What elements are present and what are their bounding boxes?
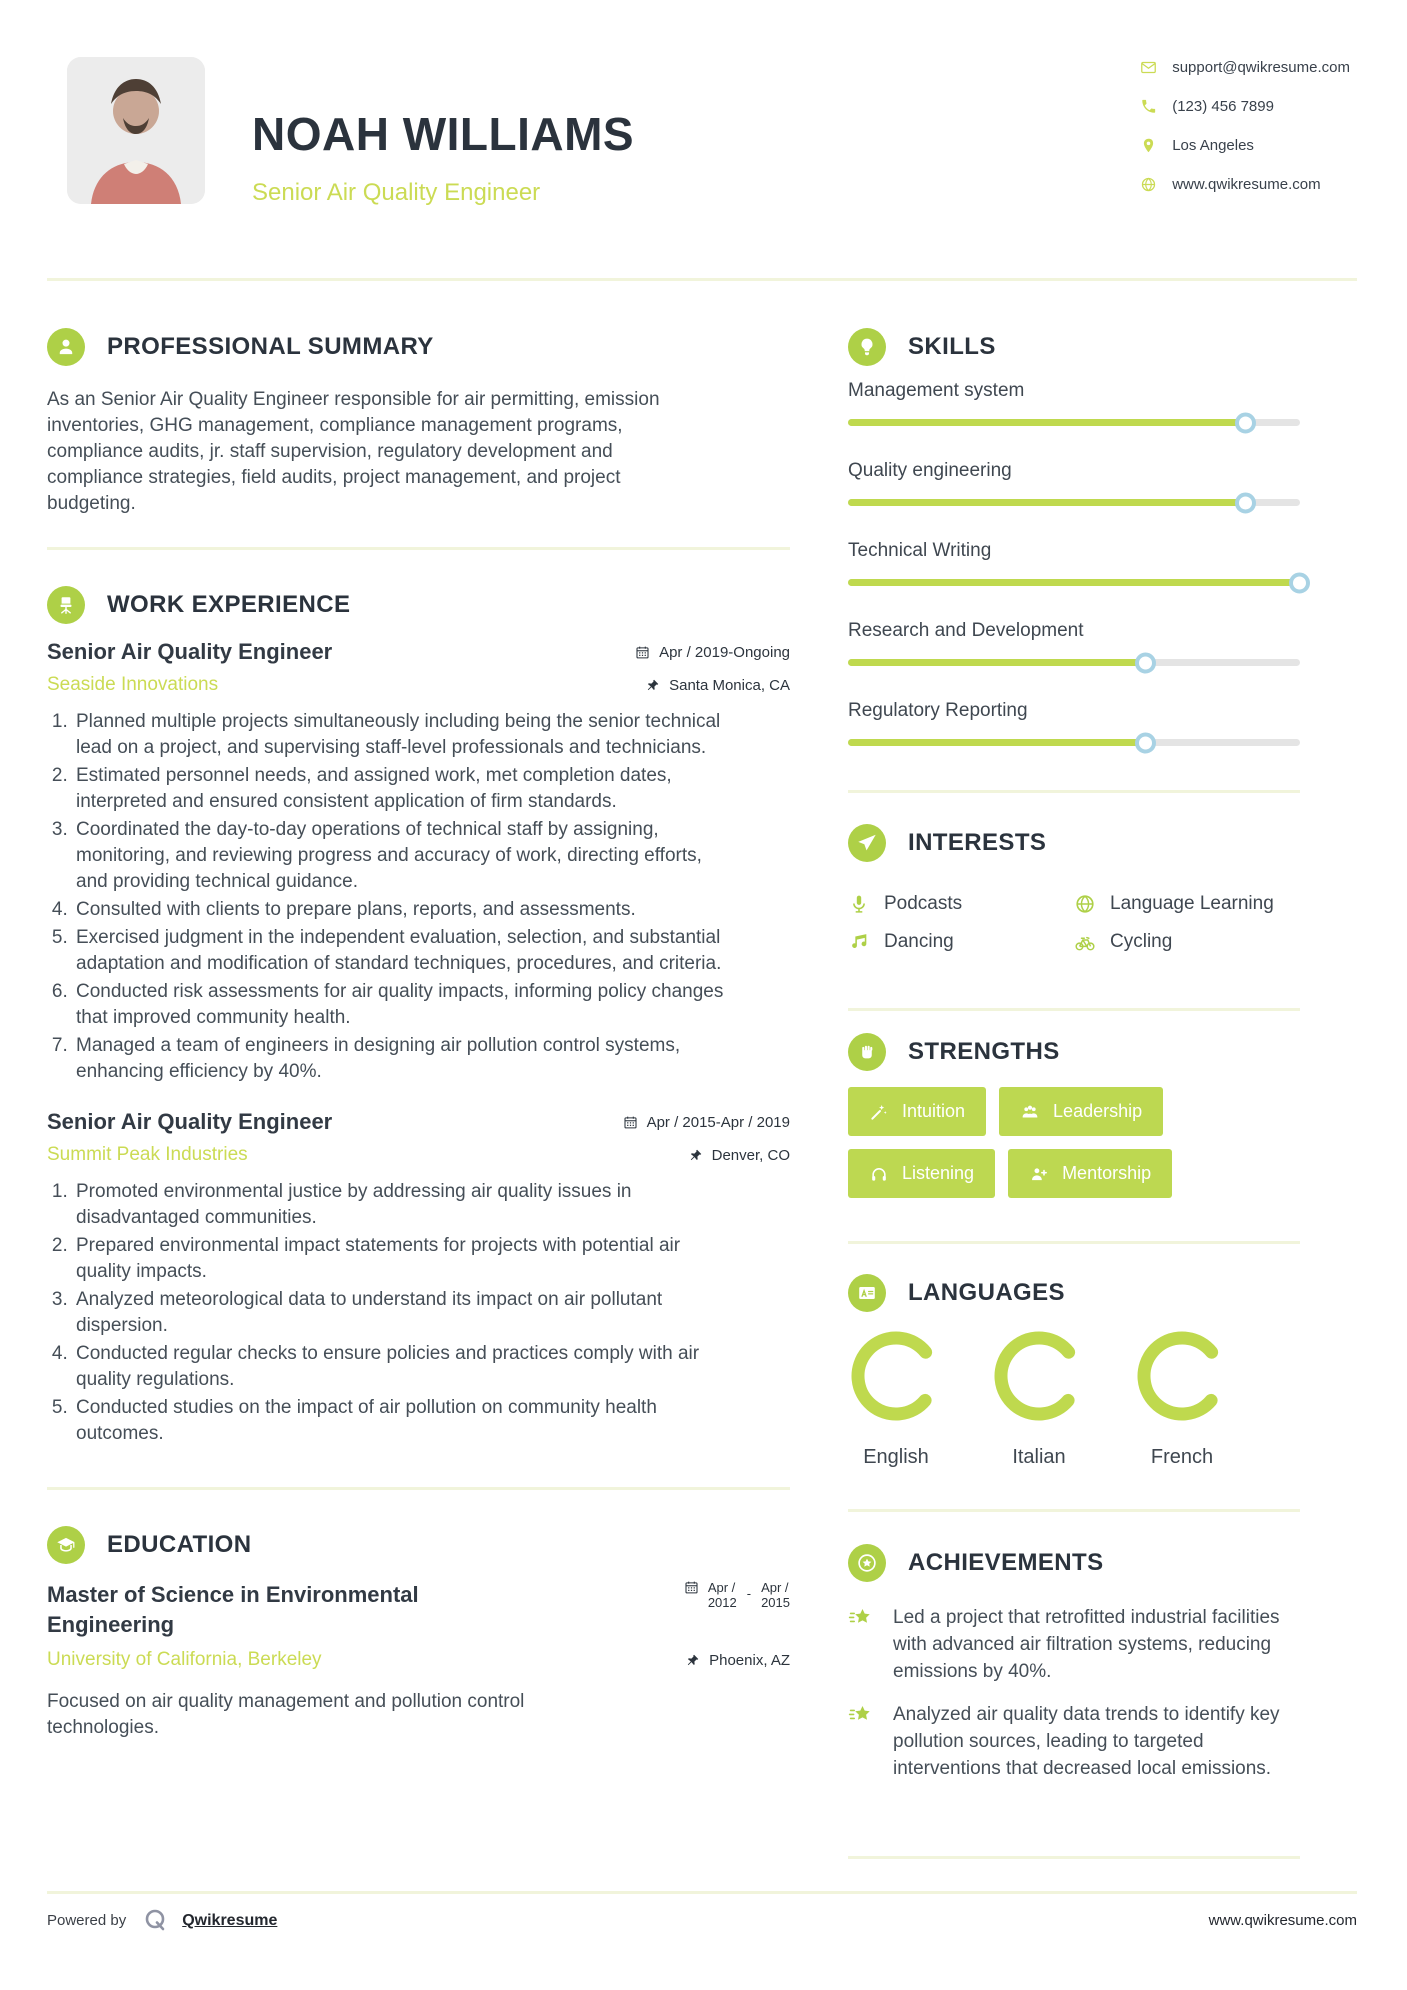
divider (848, 790, 1300, 793)
contact-row (1140, 59, 1350, 76)
section-title: ACHIEVEMENTS (908, 1549, 1104, 1576)
school-name: University of California, Berkeley (47, 1649, 322, 1670)
interest-item (848, 893, 1074, 915)
qwikresume-logo (142, 1907, 169, 1934)
mail-icon (1140, 59, 1157, 76)
contact-row (1140, 137, 1350, 154)
strength-label: Leadership (1053, 1101, 1143, 1121)
calendar-icon (623, 1115, 638, 1130)
contact-text: support@qwikresume.com (1172, 59, 1350, 76)
contact-list (1140, 59, 1350, 193)
job-title: Senior Air Quality Engineer (47, 1109, 333, 1134)
strengths-list (848, 1087, 1300, 1198)
candidate-name: NOAH WILLIAMS (252, 108, 635, 160)
interest-label: Dancing (884, 931, 954, 952)
job-bullet: 1. Promoted environmental justice by addressing air quality issues in disadvantaged communities. (73, 1179, 733, 1231)
divider (848, 1008, 1300, 1011)
location-icon (1140, 137, 1157, 154)
person-silhouette (67, 57, 205, 204)
job-bullet: 5. Exercised judgment in the independent evaluation, selection, and substantial adaptation and modification of standard techniques, procedures, and criteria. (73, 925, 733, 977)
education-location-text: Phoenix, AZ (709, 1651, 790, 1669)
education-location (685, 1652, 790, 1669)
divider (848, 1856, 1300, 1859)
job-bullet: 3. Coordinated the day-to-day operations of technical staff by assigning, monitoring, and reviewing progress and accuracy of work, directing efforts, and providing technical guidance. (73, 817, 733, 895)
language-item (848, 1328, 944, 1469)
job-location (688, 1147, 790, 1164)
job-dates (635, 644, 790, 661)
job-entry (47, 639, 790, 1085)
profile-photo (67, 57, 205, 204)
divider (47, 1487, 790, 1490)
strength-badge (999, 1087, 1163, 1136)
strength-label: Intuition (902, 1101, 966, 1121)
skill-item (848, 460, 1300, 506)
interests-section (848, 824, 1300, 953)
interest-item (1074, 893, 1300, 915)
section-title: INTERESTS (908, 829, 1047, 856)
job-head (47, 639, 790, 665)
skills-section (848, 328, 1300, 746)
skill-item (848, 700, 1300, 746)
date-end-year: 2015 (761, 1595, 790, 1610)
footer (47, 1891, 1357, 1934)
education-description: Focused on air quality management and pollution control technologies. (47, 1691, 525, 1738)
job-head (47, 1109, 790, 1135)
date-start (708, 1580, 737, 1610)
job-entry (47, 1109, 790, 1447)
strengths-section-head (848, 1033, 1300, 1071)
team-icon (1020, 1102, 1040, 1122)
globe-icon (1140, 176, 1157, 193)
skill-bar-track (848, 739, 1300, 746)
microphone-icon (848, 893, 870, 915)
skill-bar-track (848, 659, 1300, 666)
music-note-icon (848, 931, 870, 953)
identity-block (252, 45, 634, 207)
work-experience-section (47, 586, 790, 1447)
strength-badge (1008, 1149, 1172, 1198)
date-end (761, 1580, 790, 1610)
company-name: Seaside Innovations (47, 674, 219, 695)
skill-bar-track (848, 499, 1300, 506)
skill-slider-knob (1135, 652, 1156, 673)
education-section-head (47, 1526, 790, 1564)
contact-row (1140, 176, 1350, 193)
job-title: Senior Air Quality Engineer (47, 639, 333, 664)
right-column (848, 281, 1300, 1859)
date-separator: - (746, 1586, 752, 1601)
achievement-text: Analyzed air quality data trends to identify key pollution sources, leading to targeted interventions that decreased local emissions. (893, 1704, 1280, 1779)
language-label: Italian (1012, 1446, 1066, 1468)
skill-label: Technical Writing (848, 540, 992, 561)
achievement-item (848, 1701, 1300, 1782)
skill-bar-track (848, 419, 1300, 426)
mentor-icon (1029, 1164, 1049, 1184)
star-badge-icon (848, 1544, 886, 1582)
section-title: SKILLS (908, 333, 996, 360)
translate-icon (848, 1274, 886, 1312)
job-bullet: 2. Prepared environmental impact statements for projects with potential air quality impacts. (73, 1233, 733, 1285)
skill-label: Research and Development (848, 620, 1084, 641)
date-start-month: Apr / (707, 1580, 736, 1595)
section-title: LANGUAGES (908, 1279, 1065, 1306)
skill-slider-knob (1135, 732, 1156, 753)
divider (848, 1241, 1300, 1244)
bicycle-icon (1074, 931, 1096, 953)
bulb-icon (848, 328, 886, 366)
candidate-job-title: Senior Air Quality Engineer (252, 179, 541, 206)
skill-item (848, 620, 1300, 666)
skill-bar-track (848, 579, 1300, 586)
language-item (991, 1328, 1087, 1469)
left-column (47, 281, 790, 1741)
job-location (645, 677, 790, 694)
strength-badge (848, 1087, 986, 1136)
skill-bar-fill (848, 579, 1300, 586)
section-title: STRENGTHS (908, 1038, 1060, 1065)
achievements-list (848, 1604, 1300, 1782)
skill-bar-fill (848, 739, 1146, 746)
fist-icon (848, 1033, 886, 1071)
section-title: EDUCATION (107, 1531, 252, 1558)
language-item (1134, 1328, 1230, 1469)
skill-label: Quality engineering (848, 460, 1012, 481)
job-bullets (47, 709, 733, 1085)
achievements-section (848, 1544, 1300, 1782)
section-title: PROFESSIONAL SUMMARY (107, 333, 434, 360)
summary-text: As an Senior Air Quality Engineer responsible for air permitting, emission inventories, GHG management, compliance management programs, compliance audits, jr. staff supervision, regulatory development and compliance strategies, field audits, project management, and project budgeting. (47, 389, 660, 514)
job-bullet: 7. Managed a team of engineers in designing air pollution control systems, enhancing efficiency by 40%. (73, 1033, 733, 1085)
job-bullet: 4. Conducted regular checks to ensure policies and practices comply with air quality regulations. (73, 1341, 733, 1393)
job-location-text: Denver, CO (711, 1146, 790, 1164)
strength-label: Listening (902, 1163, 975, 1183)
powered-by-text: Powered by (47, 1912, 127, 1929)
contact-text: (123) 456 7899 (1172, 98, 1274, 115)
achievements-section-head (848, 1544, 1300, 1582)
education-head (47, 1580, 790, 1640)
summary-section (47, 328, 790, 517)
job-bullet: 4. Consulted with clients to prepare plans, reports, and assessments. (73, 897, 733, 923)
header (0, 0, 1407, 207)
job-bullet: 1. Planned multiple projects simultaneously including being the senior technical lead on a project, and supervising staff-level professionals and technicians. (73, 709, 733, 761)
skills-list (848, 380, 1300, 746)
skill-label: Regulatory Reporting (848, 700, 1028, 721)
globe-icon (1074, 893, 1096, 915)
job-dates-text: Apr / 2019-Ongoing (659, 643, 790, 661)
skill-item (848, 380, 1300, 426)
headphones-icon (869, 1164, 889, 1184)
languages-list (848, 1328, 1300, 1469)
education-subhead (47, 1649, 790, 1671)
contact-row (1140, 98, 1350, 115)
pin-icon (685, 1653, 700, 1668)
user-icon (47, 328, 85, 366)
job-subhead (47, 674, 790, 696)
strength-badge (848, 1149, 995, 1198)
pin-icon (645, 678, 660, 693)
language-level-ring (991, 1328, 1087, 1424)
job-bullets (47, 1179, 733, 1447)
content-columns (0, 281, 1407, 1859)
interest-label: Cycling (1110, 931, 1173, 952)
job-bullet: 2. Estimated personnel needs, and assigned work, met completion dates, interpreted and ensured consistent application of firm standards. (73, 763, 733, 815)
languages-section (848, 1274, 1300, 1469)
star-burst-icon (848, 1702, 875, 1729)
grad-cap-icon (47, 1526, 85, 1564)
job-bullet: 6. Conducted risk assessments for air quality impacts, informing policy changes that improved community health. (73, 979, 733, 1031)
achievement-text: Led a project that retrofitted industrial facilities with advanced air filtration systems, reducing emissions by 40%. (893, 1607, 1280, 1682)
phone-icon (1140, 98, 1157, 115)
skill-label: Management system (848, 380, 1025, 401)
interests-section-head (848, 824, 1300, 862)
job-bullet: 3. Analyzed meteorological data to understand its impact on air pollutant dispersion. (73, 1287, 733, 1339)
star-burst-icon (848, 1605, 875, 1632)
language-label: English (863, 1446, 929, 1468)
job-bullet: 5. Conducted studies on the impact of air pollution on community health outcomes. (73, 1395, 733, 1447)
languages-section-head (848, 1274, 1300, 1312)
qwikresume-link[interactable]: Qwikresume (182, 1911, 278, 1929)
interest-item (1074, 931, 1300, 953)
company-name: Summit Peak Industries (47, 1144, 248, 1165)
date-start-year: 2012 (707, 1595, 737, 1610)
achievement-item (848, 1604, 1300, 1685)
divider (47, 547, 790, 550)
paper-plane-icon (848, 824, 886, 862)
skill-item (848, 540, 1300, 586)
skill-slider-knob (1235, 492, 1256, 513)
job-subhead (47, 1144, 790, 1166)
skill-bar-fill (848, 499, 1246, 506)
interest-label: Podcasts (884, 893, 963, 914)
skill-bar-fill (848, 419, 1246, 426)
date-end-month: Apr / (761, 1580, 789, 1595)
skills-section-head (848, 328, 1300, 366)
chair-icon (47, 586, 85, 624)
contact-text: www.qwikresume.com (1172, 176, 1321, 193)
calendar-icon (684, 1580, 699, 1595)
section-title: WORK EXPERIENCE (107, 591, 351, 618)
skill-bar-fill (848, 659, 1146, 666)
interests-list (848, 877, 1300, 953)
calendar-icon (635, 645, 650, 660)
job-dates-text: Apr / 2015-Apr / 2019 (646, 1113, 790, 1131)
pin-icon (688, 1148, 703, 1163)
language-level-ring (1134, 1328, 1230, 1424)
divider (848, 1509, 1300, 1512)
degree-title: Master of Science in Environmental Engineering (47, 1582, 419, 1637)
summary-section-head (47, 328, 790, 366)
interest-item (848, 931, 1074, 953)
footer-website: www.qwikresume.com (1208, 1912, 1357, 1929)
work-section-head (47, 586, 790, 624)
language-level-ring (848, 1328, 944, 1424)
job-location-text: Santa Monica, CA (669, 676, 790, 694)
skill-slider-knob (1235, 412, 1256, 433)
strength-label: Mentorship (1062, 1163, 1152, 1183)
education-dates (684, 1580, 790, 1610)
interest-label: Language Learning (1110, 893, 1274, 914)
wand-icon (869, 1102, 889, 1122)
strengths-section (848, 1033, 1300, 1198)
skill-slider-knob (1289, 572, 1310, 593)
job-dates (623, 1114, 790, 1131)
language-label: French (1150, 1446, 1214, 1468)
education-section (47, 1526, 790, 1741)
contact-text: Los Angeles (1172, 137, 1254, 154)
